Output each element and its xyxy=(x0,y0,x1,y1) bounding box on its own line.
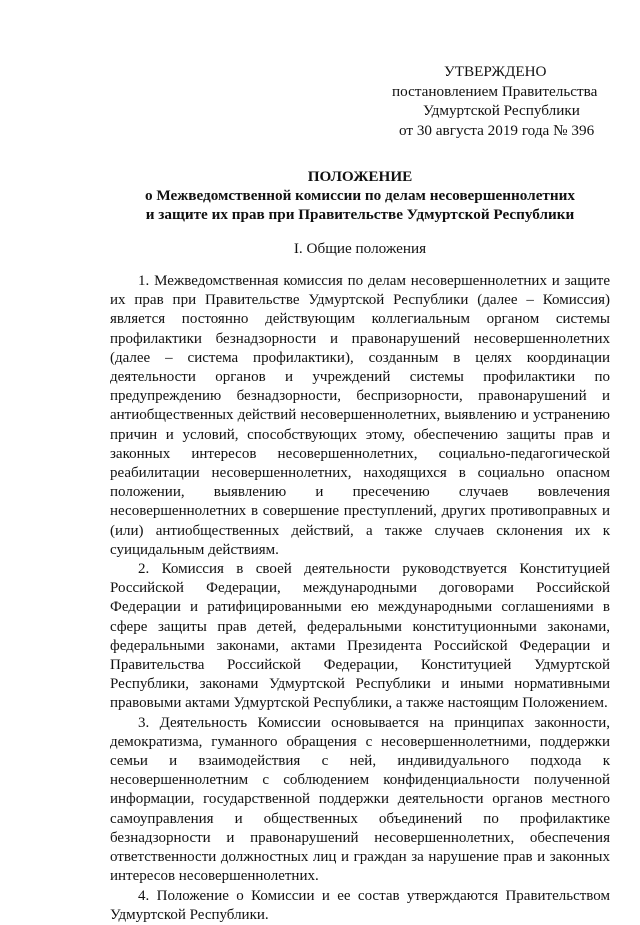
title-heading: ПОЛОЖЕНИЕ xyxy=(307,168,413,185)
approval-title: УТВЕРЖДЕНО xyxy=(444,63,547,80)
title-line-2: и защите их прав при Правительстве Удмуртской Республики xyxy=(145,206,575,223)
paragraph-2: 2. Комиссия в своей деятельности руководствуется Конституцией Российской Федерации, международными договорами Российской Федерации и ратифицированными ею международными соглашениями в сфере защиты прав детей, федеральными конституционными законами, федеральными законами, актами Президента Российской Федерации и Правительства Российской Федерации, Конституцией Удмуртской Республики, законами Удмуртской Республики и иными нормативными правовыми актами Удмуртской Республики, а также настоящим Положением. xyxy=(110,561,610,712)
paragraph-1: 1. Межведомственная комиссия по делам несовершеннолетних и защите их прав при Правительстве Удмуртской Республики (далее – Комиссия) является постоянно действующим коллегиальным органом системы профилактики безнадзорности и правонарушений несовершеннолетних (далее – система профилактики), созданным в целях координации деятельности органов и учреждений системы профилактики по предупреждению безнадзорности, беспризорности, правонарушений и антиобщественных действий несовершеннолетних, выявлению и устранению причин и условий, способствующих этому, обеспечению защиты прав и законных интересов несовершеннолетних, социально-педагогической реабилитации несовершеннолетних, находящихся в социально опасном положении, выявлению и пресечению случаев вовлечения несовершеннолетних в совершение преступлений, других противоправных и (или) антиобщественных действий, а также случаев склонения их к суицидальным действиям. xyxy=(110,273,610,558)
paragraph-4: 4. Положение о Комиссии и ее состав утверждаются Правительством Удмуртской Республики. xyxy=(110,887,610,923)
approval-line-republic: Удмуртской Республики xyxy=(423,102,580,119)
document-title xyxy=(110,167,610,224)
section-heading: I. Общие положения xyxy=(293,240,427,257)
title-line-1: о Межведомственной комиссии по делам несовершеннолетних xyxy=(145,187,575,204)
approval-stamp xyxy=(380,62,620,140)
paragraph-3: 3. Деятельность Комиссии основывается на принципах законности, демократизма, гуманного обращения с несовершеннолетними, поддержки семьи и взаимодействия с ней, индивидуального подхода к несовершеннолетним с соблюдением конфиденциальности полученной информации, государственной поддержки деятельности органов местного самоуправления и общественных объединений по профилактике безнадзорности и правонарушений несовершеннолетних, обеспечения ответственности должностных лиц и граждан за нарушение прав и законных интересов несовершеннолетних. xyxy=(110,714,610,885)
approval-line-resolution: постановлением Правительства xyxy=(392,82,598,100)
document-body xyxy=(110,272,610,925)
approval-line-date: от 30 августа 2019 года № 396 xyxy=(399,121,595,139)
